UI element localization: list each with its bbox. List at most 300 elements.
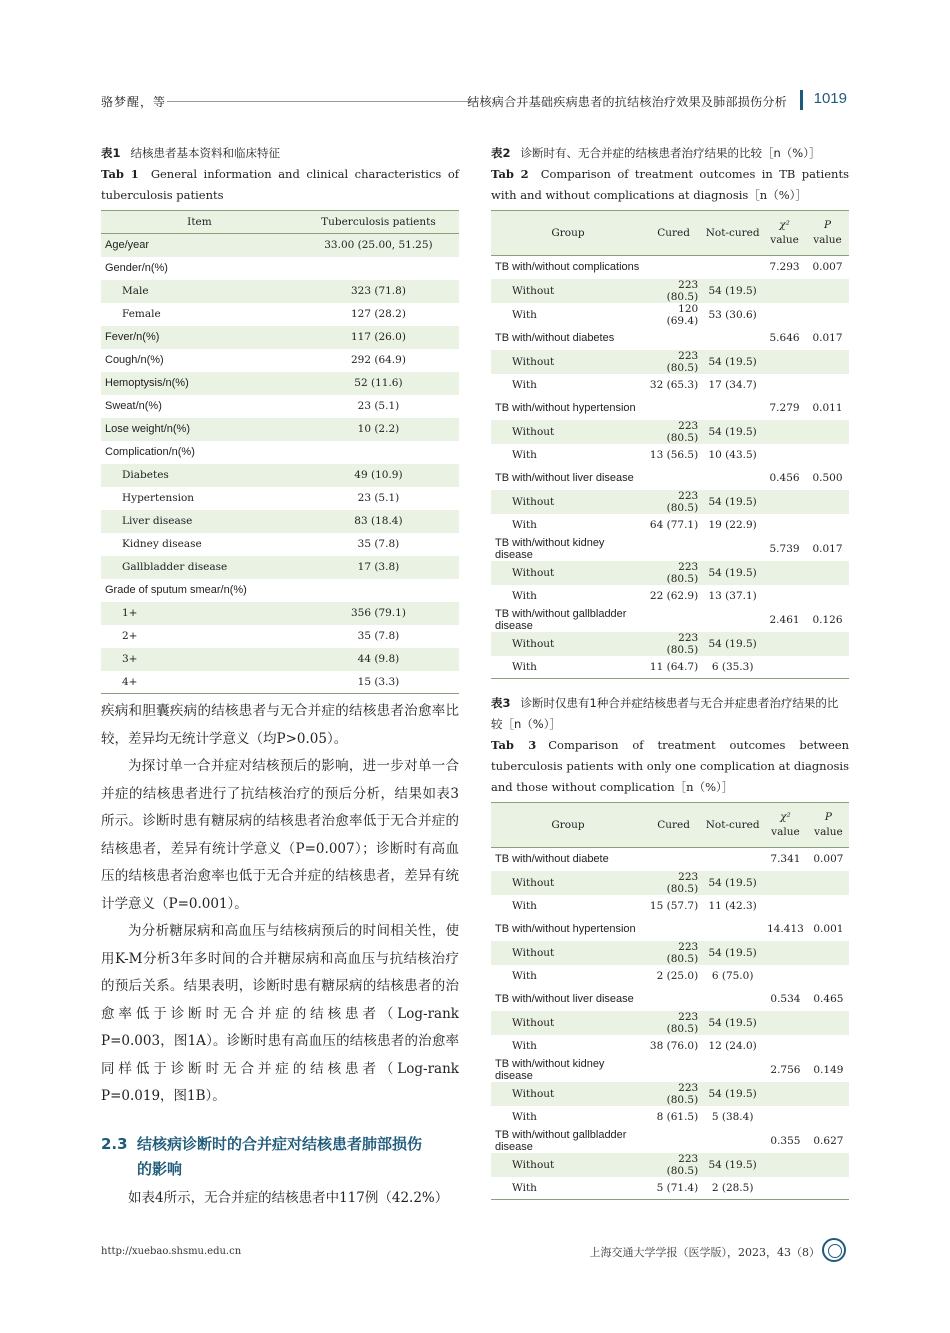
table2-group-cell: With [491, 303, 645, 327]
table3-cured-cell: 38 (76.0) [645, 1035, 702, 1058]
table2-group-cell: TB with/without diabetes [491, 327, 645, 350]
table1-item-cell: Gallbladder disease [101, 556, 298, 579]
table3-notcured-cell: 54 (19.5) [702, 1011, 763, 1035]
table3-header-p-sub: value [814, 826, 843, 838]
table-row [101, 395, 459, 418]
table1-item-cell: Lose weight/n(%) [101, 418, 298, 441]
table3-notcured-cell [702, 848, 763, 871]
table3 [491, 802, 849, 1200]
table2-p-cell [806, 279, 849, 303]
table2-cured-cell [645, 256, 702, 279]
table3-group-cell: With [491, 895, 645, 918]
table-row [491, 585, 849, 608]
table3-group-cell: Without [491, 1153, 645, 1177]
table2-p-cell [806, 374, 849, 397]
table3-p-cell [808, 941, 849, 965]
table2-header-p-symbol: P [823, 219, 832, 231]
table3-chi-cell: 0.355 [763, 1129, 808, 1153]
table2-p-cell: 0.500 [806, 467, 849, 490]
table2-cured-cell: 64 (77.1) [645, 514, 702, 537]
table3-p-cell: 0.001 [808, 918, 849, 941]
table2-p-cell: 0.126 [806, 608, 849, 632]
table-row [491, 279, 849, 303]
table2-chi-cell [763, 632, 806, 656]
table1-item-cell: Hemoptysis/n(%) [101, 372, 298, 395]
table1-caption-en [101, 164, 459, 206]
header-bar [800, 90, 803, 110]
section-number: 2.3 [101, 1135, 128, 1153]
table2-header-cured: Cured [645, 211, 702, 256]
table-row [491, 537, 849, 561]
table1-block [101, 143, 459, 694]
table-row [491, 965, 849, 988]
table-row [491, 895, 849, 918]
table1-value-cell [298, 257, 459, 280]
table3-group-cell: Without [491, 1011, 645, 1035]
table1-item-cell: Sweat/n(%) [105, 400, 162, 412]
table2-cured-cell: 223 (80.5) [645, 632, 702, 656]
table-row [101, 441, 459, 464]
table2-group-cell: TB with/without liver disease [491, 467, 645, 490]
table3-header-p-symbol: P [824, 811, 832, 823]
table-row [491, 1035, 849, 1058]
table2-group-cell: With [491, 374, 645, 397]
table2-notcured-cell: 6 (35.3) [702, 656, 763, 679]
table3-notcured-cell: 2 (28.5) [702, 1177, 763, 1200]
table2-notcured-cell [702, 467, 763, 490]
table3-p-cell [808, 1011, 849, 1035]
running-head [101, 90, 847, 112]
table3-notcured-cell: 11 (42.3) [702, 895, 763, 918]
table3-notcured-cell: 12 (24.0) [702, 1035, 763, 1058]
table3-notcured-cell [702, 1058, 763, 1082]
table3-group-cell: TB with/without gallbladder disease [491, 1129, 645, 1153]
table3-p-cell [808, 1177, 849, 1200]
table-row [491, 871, 849, 895]
header-authors: 骆梦醒，等 [101, 95, 167, 109]
table3-notcured-cell: 6 (75.0) [702, 965, 763, 988]
table1-value-cell: 10 (2.2) [298, 418, 459, 441]
table1-item-cell: 4+ [101, 671, 298, 694]
table2-notcured-cell: 54 (19.5) [702, 632, 763, 656]
table1-item-cell: Kidney disease [122, 538, 202, 550]
table-row [491, 988, 849, 1011]
footer-journal: 上海交通大学学报（医学版），2023，43（8） [589, 1246, 820, 1259]
table-row [101, 234, 459, 257]
table3-chi-cell [763, 1177, 808, 1200]
table2-notcured-cell: 54 (19.5) [702, 490, 763, 514]
table-row [491, 848, 849, 871]
table2-header-chi [763, 211, 806, 256]
table2-cured-cell [645, 537, 702, 561]
table2-chi-cell [763, 303, 806, 327]
table-row [101, 280, 459, 303]
table-row [491, 941, 849, 965]
table1-value-cell [298, 441, 459, 464]
table3-group-cell: TB with/without liver disease [491, 988, 645, 1011]
table-row [101, 602, 459, 625]
table3-header-group: Group [491, 803, 645, 848]
table3-title-en: Comparison of treatment outcomes between tuberculosis patients with only one complication at diagnosis and those without complication［n（%）］ [491, 738, 849, 794]
table3-header-cured: Cured [645, 803, 702, 848]
table2-p-cell [806, 350, 849, 374]
table2-p-cell [806, 490, 849, 514]
table-row [101, 418, 459, 441]
header-rule [167, 101, 477, 102]
table2-cured-cell: 223 (80.5) [645, 420, 702, 444]
table3-cured-cell [645, 848, 702, 871]
table2-p-cell [806, 561, 849, 585]
table-row [101, 556, 459, 579]
table-row [491, 350, 849, 374]
table2-chi-cell [763, 490, 806, 514]
table1-value-cell: 117 (26.0) [298, 326, 459, 349]
table3-group-cell: With [491, 1177, 645, 1200]
table2-label-en: Tab 2 [491, 167, 529, 181]
table2-p-cell: 0.017 [806, 327, 849, 350]
table1-label-en: Tab 1 [101, 167, 139, 181]
table1-value-cell: 49 (10.9) [298, 464, 459, 487]
table3-body [491, 848, 849, 1200]
table3-group-cell: TB with/without diabete [491, 848, 645, 871]
table2-notcured-cell [702, 608, 763, 632]
table-row [491, 303, 849, 327]
table1-item-cell: Hypertension [122, 492, 195, 504]
table3-cured-cell: 223 (80.5) [645, 1011, 702, 1035]
table3-group-cell: Without [491, 941, 645, 965]
table2-cured-cell: 223 (80.5) [645, 561, 702, 585]
table-row [101, 625, 459, 648]
table1-value-cell: 23 (5.1) [357, 492, 400, 504]
table1-title-en: General information and clinical characteristics of tuberculosis patients [101, 167, 459, 202]
table3-group-cell: With [491, 1106, 645, 1129]
table2-header-chi-symbol: χ² [779, 219, 790, 231]
table1-item-cell: Diabetes [101, 464, 298, 487]
table2-p-cell [806, 514, 849, 537]
table1-value-cell [298, 579, 459, 602]
table-row [101, 349, 459, 372]
table2-p-cell [806, 585, 849, 608]
table2-p-cell [806, 303, 849, 327]
table3-chi-cell [763, 1011, 808, 1035]
table3-notcured-cell [702, 988, 763, 1011]
table3-group-cell: With [491, 1035, 645, 1058]
table-row [101, 257, 459, 280]
table1-value-cell: 356 (79.1) [298, 602, 459, 625]
table2-p-cell: 0.011 [806, 397, 849, 420]
table-row [491, 1106, 849, 1129]
table2-notcured-cell: 17 (34.7) [702, 374, 763, 397]
table1-item-cell: 2+ [122, 630, 138, 642]
table2-title-en: Comparison of treatment outcomes in TB patients with and without complications at diagnosis［n（%）］ [491, 167, 849, 202]
paragraph-3: 为分析糖尿病和高血压与结核病预后的时间相关性，使用K-M分析3年多时间的合并糖尿病和高血压与抗结核治疗的预后关系。结果表明，诊断时患有糖尿病的结核患者的治愈率低于诊断时无合并症的结核患者（Log-rank P=0.003，图1A）。诊断时患有高血压的结核患者的治愈率同样低于诊断时无合并症的结核患者（Log-rank P=0.019，图1B）。 [101, 923, 459, 1104]
table3-cured-cell: 15 (57.7) [645, 895, 702, 918]
table-row [101, 303, 459, 326]
table1-value-cell: 292 (64.9) [350, 354, 406, 366]
table2-cured-cell: 22 (62.9) [645, 585, 702, 608]
table2-block [491, 143, 849, 679]
table2-caption-en [491, 164, 849, 206]
table-row [101, 648, 459, 671]
table1-label-cn: 表1 [101, 146, 121, 160]
table2-group-cell: Without [491, 490, 645, 514]
table-row [491, 327, 849, 350]
table1-item-cell: Female [122, 308, 161, 320]
table2 [491, 210, 849, 679]
table2-group-cell: With [491, 444, 645, 467]
table2-p-cell: 0.007 [806, 256, 849, 279]
paragraph-4: 如表4所示，无合并症的结核患者中117例（42.2%） [128, 1190, 449, 1206]
table2-notcured-cell [702, 537, 763, 561]
table2-chi-cell: 5.646 [763, 327, 806, 350]
table2-cured-cell: 223 (80.5) [645, 350, 702, 374]
table2-header-notcured: Not-cured [702, 211, 763, 256]
table1-value-cell: 23 (5.1) [357, 400, 400, 412]
table3-header-p [808, 803, 849, 848]
table3-chi-cell [763, 1082, 808, 1106]
table2-chi-cell: 0.456 [763, 467, 806, 490]
table2-chi-cell: 5.739 [763, 537, 806, 561]
table-row [101, 671, 459, 694]
table-row [491, 514, 849, 537]
table1-title-cn: 结核患者基本资料和临床特征 [130, 146, 281, 160]
table2-group-cell: With [491, 585, 645, 608]
table3-cured-cell: 5 (71.4) [645, 1177, 702, 1200]
table3-p-cell [808, 1082, 849, 1106]
table2-notcured-cell [702, 256, 763, 279]
table2-header-p-sub: value [813, 234, 842, 246]
table2-notcured-cell [702, 397, 763, 420]
body-text-block [101, 698, 459, 1111]
table2-chi-cell [763, 585, 806, 608]
table2-chi-cell [763, 561, 806, 585]
table2-chi-cell: 2.461 [763, 608, 806, 632]
table1-item-cell: Cough/n(%) [105, 354, 164, 366]
table3-chi-cell: 7.341 [763, 848, 808, 871]
table3-label-cn: 表3 [491, 696, 511, 710]
table1 [101, 210, 459, 694]
table-row [101, 510, 459, 533]
table3-notcured-cell: 54 (19.5) [702, 871, 763, 895]
table2-header-p [806, 211, 849, 256]
table3-caption-en [491, 735, 849, 798]
table1-value-cell: 35 (7.8) [357, 538, 400, 550]
table3-notcured-cell: 54 (19.5) [702, 1153, 763, 1177]
table3-cured-cell: 223 (80.5) [645, 941, 702, 965]
table2-chi-cell [763, 656, 806, 679]
table1-header-item: Item [101, 211, 298, 234]
table3-group-cell: With [491, 965, 645, 988]
table3-group-cell: TB with/without kidney disease [491, 1058, 645, 1082]
table3-chi-cell [763, 965, 808, 988]
table2-chi-cell: 7.279 [763, 397, 806, 420]
table-row [491, 1153, 849, 1177]
table2-p-cell [806, 632, 849, 656]
table-row [491, 467, 849, 490]
table2-group-cell: With [491, 514, 645, 537]
table3-chi-cell [763, 895, 808, 918]
table2-p-cell [806, 444, 849, 467]
paragraph-2: 为探讨单一合并症对结核预后的影响，进一步对单一合并症的结核患者进行了抗结核治疗的预后分析，结果如表3所示。诊断时患有糖尿病的结核患者治愈率低于无合并症的结核患者，差异有统计学意义（P=0.007）；诊断时有高血压的结核患者治愈率也低于无合并症的结核患者，差异有统计学意义（P=0.001）。 [101, 758, 459, 912]
table2-chi-cell [763, 514, 806, 537]
table2-chi-cell [763, 374, 806, 397]
table3-cured-cell [645, 918, 702, 941]
header-title: 结核病合并基础疾病患者的抗结核治疗效果及肺部损伤分析 [467, 95, 787, 109]
table1-value-cell: 83 (18.4) [298, 510, 459, 533]
table2-notcured-cell: 54 (19.5) [702, 561, 763, 585]
table2-group-cell: Without [491, 632, 645, 656]
table2-title-cn: 诊断时有、无合并症的结核患者治疗结果的比较［n（%）］ [520, 146, 821, 160]
table2-label-cn: 表2 [491, 146, 511, 160]
page-number: 1019 [813, 90, 847, 107]
table3-p-cell: 0.149 [808, 1058, 849, 1082]
table1-caption-cn [101, 143, 459, 164]
table3-label-en: Tab 3 [491, 738, 537, 752]
table1-item-cell: Gender/n(%) [105, 262, 168, 274]
table3-chi-cell [763, 1153, 808, 1177]
table3-title-cn: 诊断时仅患有1种合并症结核患者与无合并症患者治疗结果的比较［n（%）］ [491, 696, 839, 731]
table3-group-cell: Without [491, 871, 645, 895]
table1-header-value: Tuberculosis patients [298, 211, 459, 234]
table1-item-cell: Male [101, 280, 298, 303]
table-row [491, 1177, 849, 1200]
table2-body [491, 256, 849, 679]
table-row [491, 256, 849, 279]
table2-cured-cell: 223 (80.5) [645, 279, 702, 303]
table3-cured-cell: 2 (25.0) [645, 965, 702, 988]
table2-group-cell: TB with/without gallbladder disease [491, 608, 645, 632]
table3-p-cell [808, 1035, 849, 1058]
table3-cured-cell [645, 988, 702, 1011]
table2-group-cell: With [491, 656, 645, 679]
table3-group-cell: TB with/without hypertension [491, 918, 645, 941]
table3-header-chi-sub: value [771, 826, 800, 838]
journal-logo-icon [822, 1238, 846, 1262]
table3-notcured-cell [702, 1129, 763, 1153]
table-row [101, 464, 459, 487]
table2-cured-cell: 13 (56.5) [645, 444, 702, 467]
table-row [491, 1011, 849, 1035]
table3-notcured-cell: 54 (19.5) [702, 1082, 763, 1106]
table1-item-cell: Grade of sputum smear/n(%) [105, 584, 247, 596]
table2-chi-cell [763, 279, 806, 303]
footer-url: http://xuebao.shsmu.edu.cn [101, 1246, 242, 1257]
table2-notcured-cell: 13 (37.1) [702, 585, 763, 608]
table2-chi-cell [763, 444, 806, 467]
section-title-line2: 的影响 [137, 1160, 183, 1178]
table-row [491, 397, 849, 420]
table3-cured-cell: 8 (61.5) [645, 1106, 702, 1129]
table3-p-cell [808, 895, 849, 918]
table2-chi-cell: 7.293 [763, 256, 806, 279]
table1-body [101, 234, 459, 694]
table1-value-cell: 15 (3.3) [298, 671, 459, 694]
table2-group-cell: TB with/without hypertension [491, 397, 645, 420]
table3-group-cell: Without [491, 1082, 645, 1106]
table-row [491, 374, 849, 397]
table2-group-cell: Without [491, 350, 645, 374]
table3-caption-cn [491, 693, 849, 735]
table-row [491, 561, 849, 585]
table1-item-cell: 1+ [101, 602, 298, 625]
table3-chi-cell [763, 871, 808, 895]
table1-item-cell: Liver disease [101, 510, 298, 533]
table3-p-cell: 0.465 [808, 988, 849, 1011]
table2-chi-cell [763, 420, 806, 444]
table3-chi-cell: 2.756 [763, 1058, 808, 1082]
table1-value-cell: 33.00 (25.00, 51.25) [298, 234, 459, 257]
table2-p-cell: 0.017 [806, 537, 849, 561]
table2-notcured-cell: 10 (43.5) [702, 444, 763, 467]
table2-notcured-cell: 53 (30.6) [702, 303, 763, 327]
table2-group-cell: TB with/without kidney disease [491, 537, 645, 561]
body-text-block-2 [101, 1185, 459, 1213]
table2-cured-cell [645, 327, 702, 350]
table-row [491, 656, 849, 679]
table3-p-cell [808, 871, 849, 895]
table-row [101, 533, 459, 556]
table-row [491, 918, 849, 941]
table2-notcured-cell: 54 (19.5) [702, 420, 763, 444]
table2-chi-cell [763, 350, 806, 374]
section-title-line1: 结核病诊断时的合并症对结核患者肺部损伤 [137, 1135, 423, 1153]
table3-chi-cell: 0.534 [763, 988, 808, 1011]
table2-cured-cell [645, 467, 702, 490]
table3-cured-cell: 223 (80.5) [645, 1082, 702, 1106]
table2-header-group: Group [491, 211, 645, 256]
table-row [491, 608, 849, 632]
table3-p-cell: 0.007 [808, 848, 849, 871]
table-row [491, 420, 849, 444]
table1-value-cell: 127 (28.2) [350, 308, 406, 320]
table3-p-cell [808, 1153, 849, 1177]
paragraph-1: 疾病和胆囊疾病的结核患者与无合并症的结核患者治愈率比较，差异均无统计学意义（均P>0.05）。 [101, 703, 459, 747]
section-heading [101, 1132, 459, 1182]
table-row [491, 1129, 849, 1153]
table3-notcured-cell: 54 (19.5) [702, 941, 763, 965]
table3-p-cell [808, 965, 849, 988]
table3-chi-cell [763, 1106, 808, 1129]
table-row [491, 490, 849, 514]
table1-item-cell: Fever/n(%) [101, 326, 298, 349]
table1-value-cell: 35 (7.8) [357, 630, 400, 642]
table2-cured-cell: 32 (65.3) [645, 374, 702, 397]
table2-group-cell: Without [491, 561, 645, 585]
table3-cured-cell: 223 (80.5) [645, 1153, 702, 1177]
table2-notcured-cell: 19 (22.9) [702, 514, 763, 537]
table3-header-chi-symbol: χ² [780, 811, 791, 823]
table2-notcured-cell: 54 (19.5) [702, 350, 763, 374]
table-row [101, 372, 459, 395]
table2-group-cell: Without [491, 279, 645, 303]
table2-group-cell: Without [491, 420, 645, 444]
table1-value-cell: 17 (3.8) [298, 556, 459, 579]
table-row [491, 1058, 849, 1082]
table1-item-cell: 3+ [101, 648, 298, 671]
table-row [101, 326, 459, 349]
table1-item-cell: Age/year [101, 234, 298, 257]
table3-cured-cell [645, 1058, 702, 1082]
table3-p-cell: 0.627 [808, 1129, 849, 1153]
table2-cured-cell [645, 397, 702, 420]
table-row [491, 1082, 849, 1106]
table-row [491, 444, 849, 467]
table2-notcured-cell: 54 (19.5) [702, 279, 763, 303]
table1-value-cell: 323 (71.8) [298, 280, 459, 303]
table3-cured-cell [645, 1129, 702, 1153]
table3-chi-cell [763, 1035, 808, 1058]
table3-block [491, 693, 849, 1200]
